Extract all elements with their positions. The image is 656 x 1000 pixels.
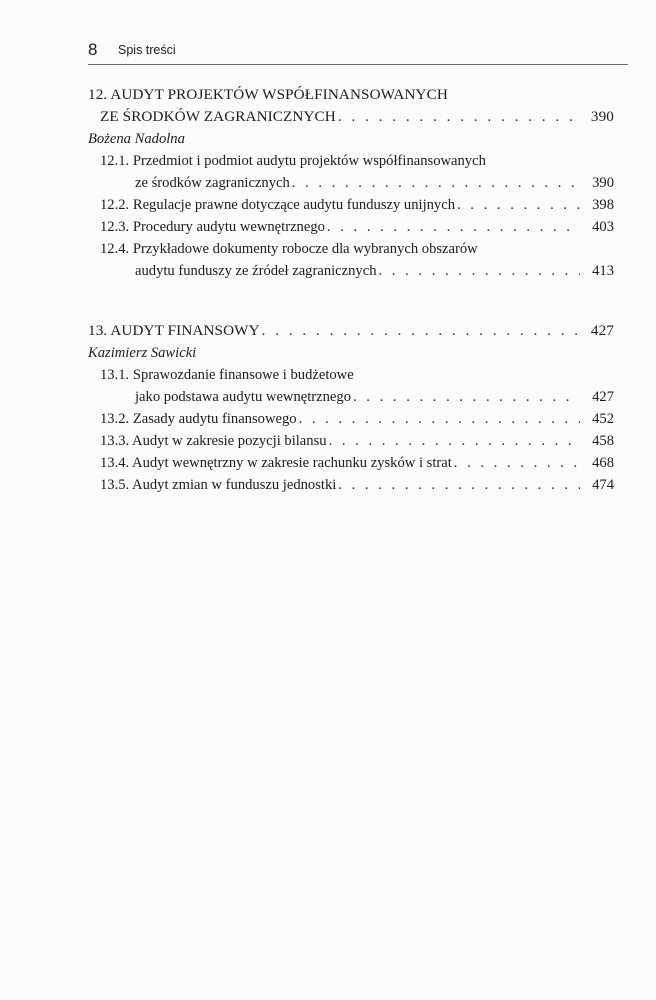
section-12-3-text: 12.3. Procedury audytu wewnętrznego [100, 216, 327, 238]
chapter-12-title-text-1: 12. AUDYT PROJEKTÓW WSPÓŁFINANSOWANYCH [88, 86, 448, 103]
section-13-3-text: 13.3. Audyt w zakresie pozycji bilansu [100, 430, 329, 452]
dot-leader [299, 408, 580, 430]
section-13-5-page: 474 [592, 477, 614, 493]
dot-leader [457, 194, 580, 216]
section-13-1-page: 427 [592, 389, 614, 405]
section-12-1-line-1: 12.1. Przedmiot i podmiot audytu projektów współfinansowanych [100, 153, 486, 169]
toc-entry-section-12-2[interactable] [88, 194, 614, 216]
section-13-2-text: 13.2. Zasady audytu finansowego [100, 408, 299, 430]
toc-entry-section-12-4[interactable] [88, 260, 614, 282]
section-12-1-page: 390 [592, 175, 614, 191]
toc-entry-section-13-3[interactable] [88, 430, 614, 452]
chapter-spacer [88, 282, 614, 320]
toc-entry-section-13-5[interactable] [88, 474, 614, 496]
dot-leader [379, 260, 581, 282]
section-12-2-page: 398 [592, 197, 614, 213]
section-13-1-text-2: jako podstawa audytu wewnętrznego [135, 386, 353, 408]
toc-entry-section-13-2[interactable] [88, 408, 614, 430]
dot-leader [262, 320, 580, 342]
table-of-contents [88, 84, 614, 496]
dot-leader [353, 386, 580, 408]
dot-leader [327, 216, 580, 238]
chapter-12-title-line-1 [88, 84, 614, 106]
dot-leader [338, 474, 580, 496]
chapter-13-author: Kazimierz Sawicki [88, 345, 197, 361]
section-12-4-text-2: audytu funduszy ze źródeł zagranicznych [135, 260, 379, 282]
toc-entry-section-12-1[interactable] [88, 172, 614, 194]
chapter-13-title-text: 13. AUDYT FINANSOWY [88, 320, 262, 342]
chapter-13-page: 427 [590, 322, 614, 339]
section-12-3-page: 403 [592, 219, 614, 235]
dot-leader [329, 430, 580, 452]
page-number: 8 [88, 40, 98, 59]
section-13-2-page: 452 [592, 411, 614, 427]
running-header [88, 38, 628, 65]
dot-leader [454, 452, 580, 474]
running-title: Spis treści [118, 43, 176, 57]
toc-entry-chapter-12[interactable] [88, 106, 614, 128]
toc-entry-chapter-13[interactable] [88, 320, 614, 342]
section-13-1-line-1: 13.1. Sprawozdanie finansowe i budżetowe [100, 367, 354, 383]
toc-entry-section-12-3[interactable] [88, 216, 614, 238]
chapter-12-author: Bożena Nadolna [88, 131, 185, 147]
section-13-5-text: 13.5. Audyt zmian w funduszu jednostki [100, 474, 338, 496]
toc-entry-section-13-4[interactable] [88, 452, 614, 474]
section-13-4-page: 468 [592, 455, 614, 471]
toc-entry-section-13-1[interactable] [88, 386, 614, 408]
dot-leader [292, 172, 580, 194]
section-12-4-page: 413 [592, 263, 614, 279]
section-12-2-text: 12.2. Regulacje prawne dotyczące audytu funduszy unijnych [100, 194, 457, 216]
chapter-12-page: 390 [590, 108, 614, 125]
section-13-3-page: 458 [592, 433, 614, 449]
section-12-1-text-2: ze środków zagranicznych [135, 172, 292, 194]
dot-leader [338, 106, 580, 128]
section-12-4-line-1: 12.4. Przykładowe dokumenty robocze dla wybranych obszarów [100, 241, 478, 257]
chapter-12-title-text-2: ZE ŚRODKÓW ZAGRANICZNYCH [100, 106, 338, 128]
section-13-4-text: 13.4. Audyt wewnętrzny w zakresie rachunku zysków i strat [100, 452, 454, 474]
